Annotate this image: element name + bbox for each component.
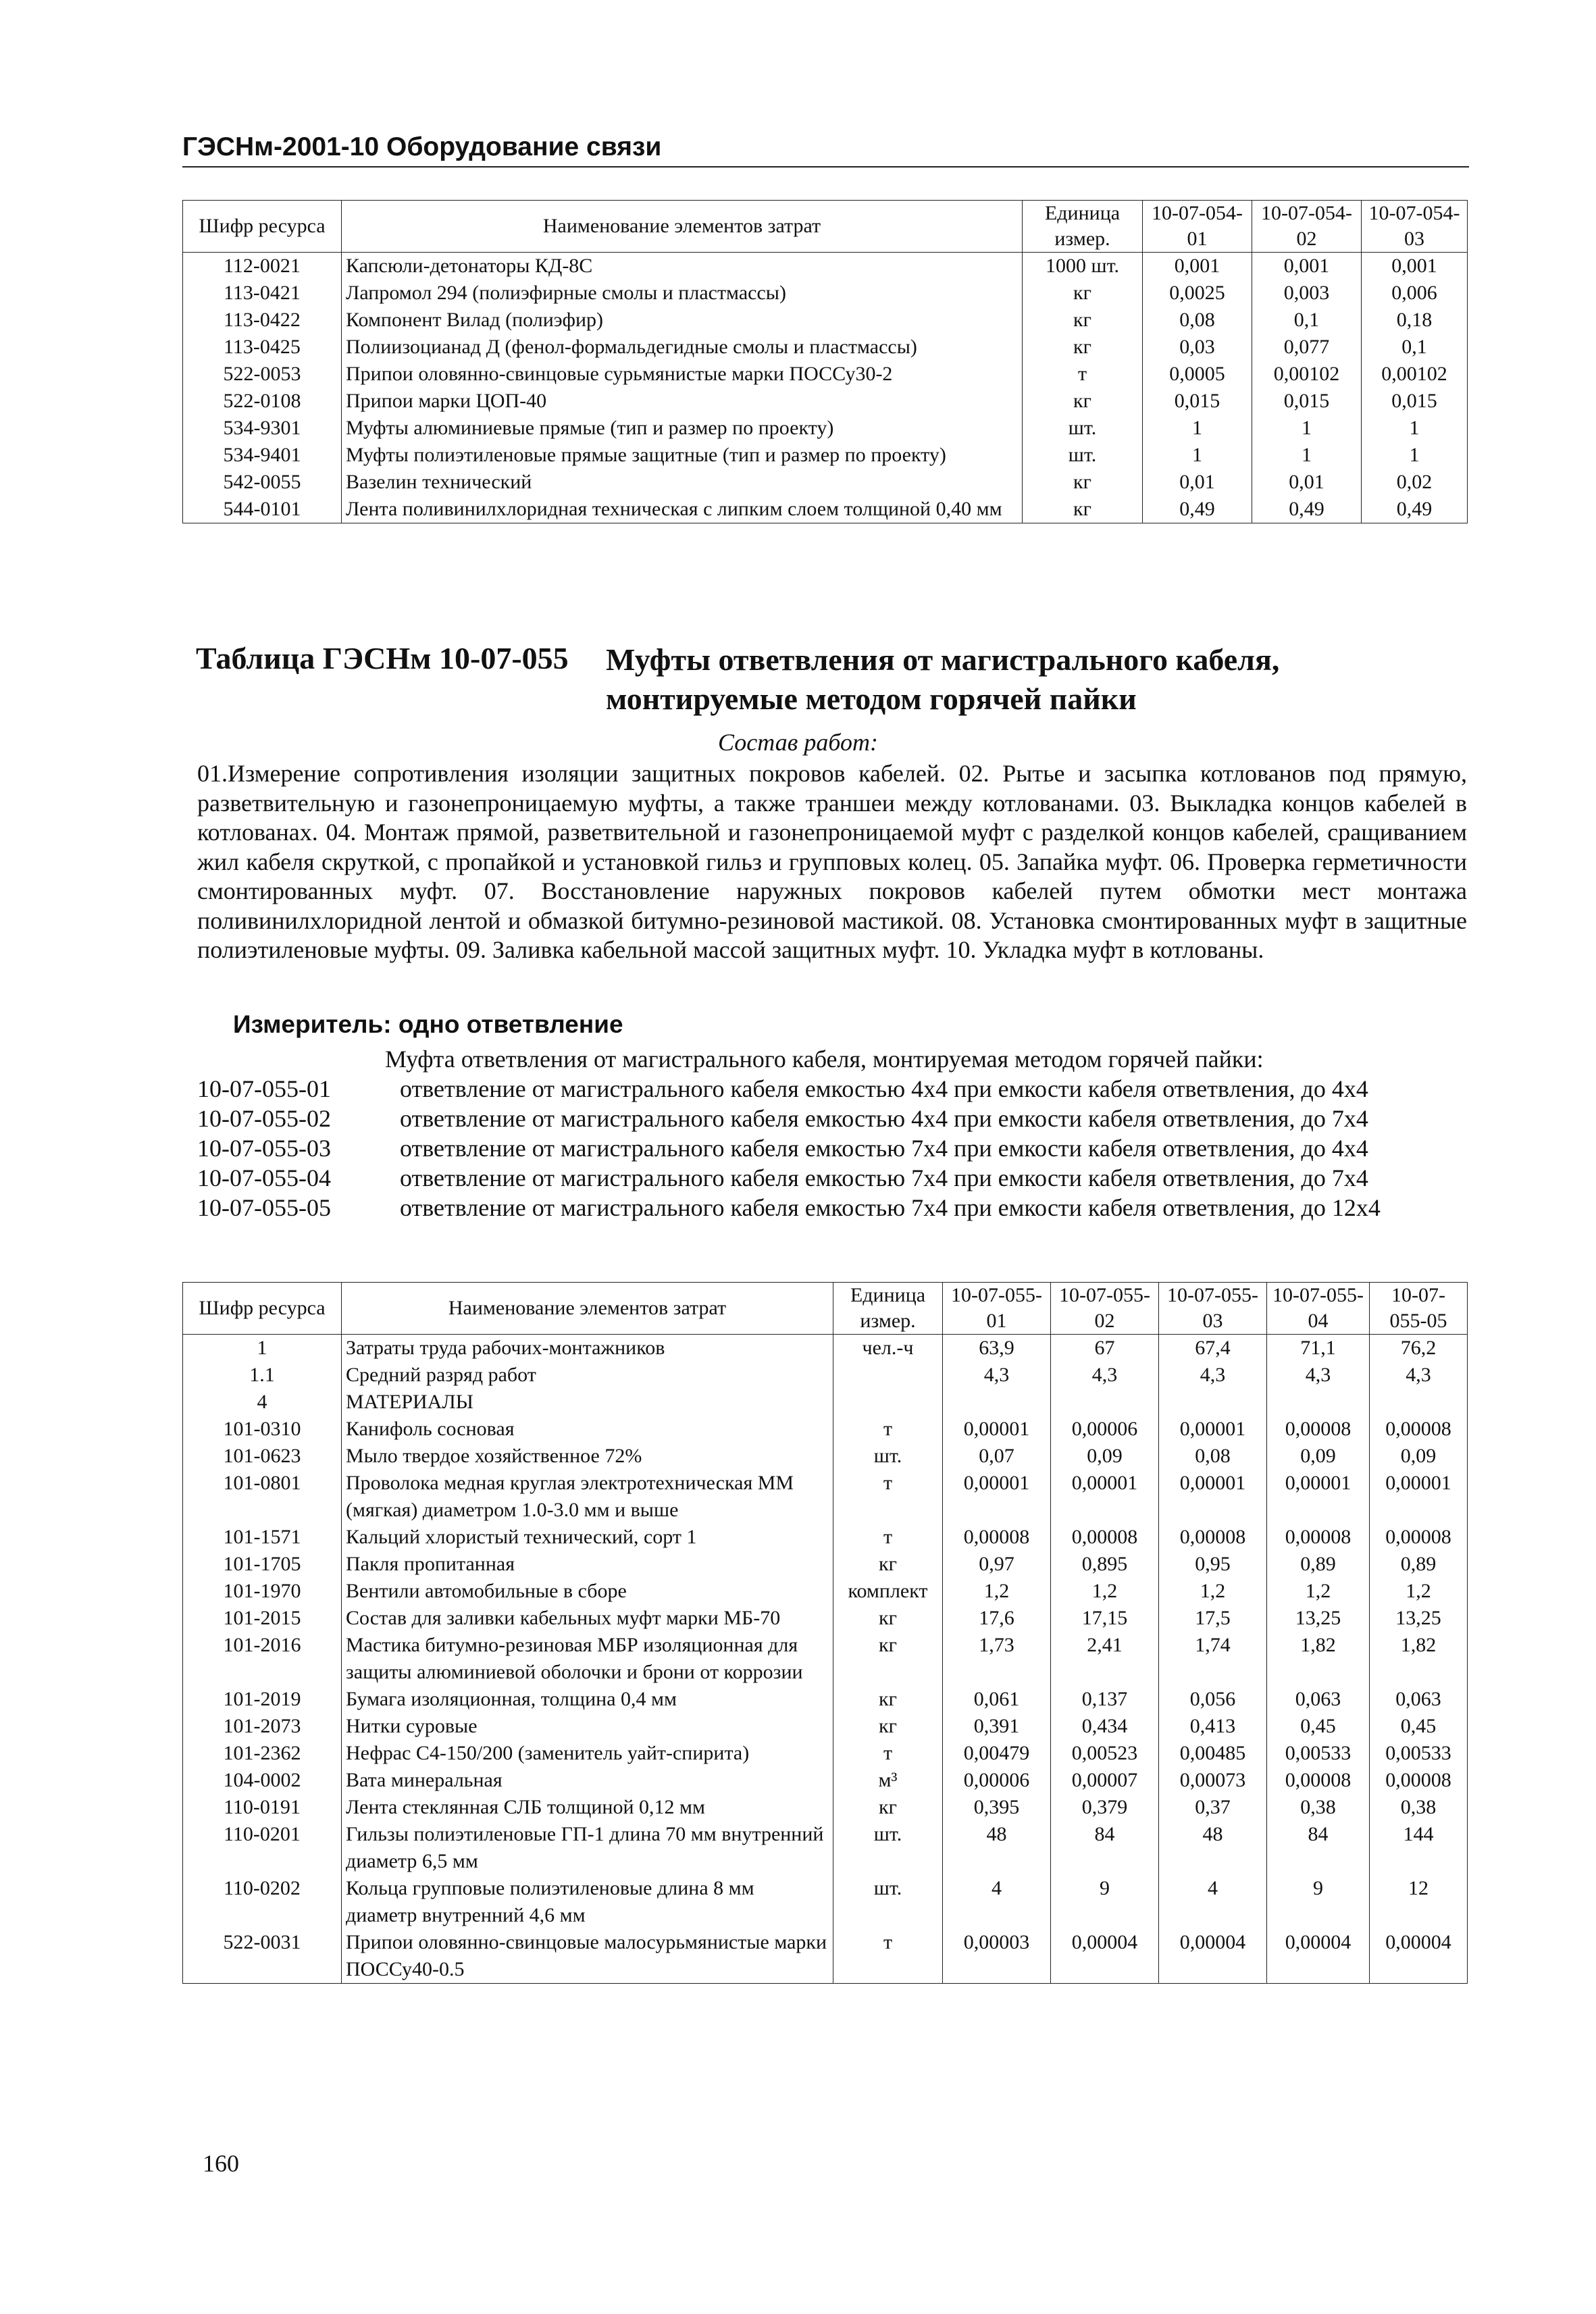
resource-unit: кг [1023,496,1143,523]
resource-code: 113-0421 [183,280,342,307]
col-header-norm-5: 10-07-055-05 [1370,1283,1468,1335]
resource-unit: т [833,1416,943,1443]
norm-value: 0,137 [1051,1686,1159,1713]
variants-list [197,1044,1467,1223]
norm-value: 0,00001 [943,1470,1051,1524]
norm-value: 0,18 [1362,307,1468,334]
norm-value: 4 [1159,1875,1267,1929]
norm-value: 0,0025 [1143,280,1252,307]
norm-value: 0,08 [1159,1443,1267,1470]
table-title-name [606,640,1279,719]
resource-unit: кг [1023,307,1143,334]
resource-unit: шт. [1023,442,1143,469]
norm-value: 0,00004 [1051,1929,1159,1984]
table-row [183,1686,1468,1713]
table-title-number: Таблица ГЭСНм 10-07-055 [196,641,569,675]
resource-unit: т [833,1524,943,1551]
norm-value: 0,0005 [1143,361,1252,388]
norm-value: 9 [1051,1875,1159,1929]
norm-value: 12 [1370,1875,1468,1929]
norm-value: 0,391 [943,1713,1051,1740]
resource-unit: кг [1023,334,1143,361]
table-row [183,469,1468,496]
resource-name: Кольца групповые полиэтиленовые длина 8 мм диаметр внутренний 4,6 мм [342,1875,833,1929]
norm-value: 0,49 [1143,496,1252,523]
variant-item [197,1104,1467,1133]
norm-value: 0,89 [1370,1551,1468,1578]
resource-unit: шт. [833,1821,943,1875]
norm-value: 0,97 [943,1551,1051,1578]
resource-code: 4 [183,1389,342,1416]
norm-value: 144 [1370,1821,1468,1875]
norm-value: 0,00008 [1051,1524,1159,1551]
col-header-name: Наименование элементов затрат [342,201,1023,253]
norm-value: 2,41 [1051,1632,1159,1686]
norm-value: 17,5 [1159,1605,1267,1632]
norm-value: 0,1 [1362,334,1468,361]
norm-value: 0,00004 [1370,1929,1468,1984]
resource-code: 544-0101 [183,496,342,523]
col-header-norm-2: 10-07-054-02 [1252,201,1362,253]
norm-value: 0,006 [1362,280,1468,307]
resource-name: Припои марки ЦОП-40 [342,388,1023,415]
variants-intro: Муфта ответвления от магистрального кабеля, монтируемая методом горячей пайки: [385,1046,1264,1073]
norm-value: 0,015 [1252,388,1362,415]
resource-unit: кг [833,1794,943,1821]
norm-value: 0,061 [943,1686,1051,1713]
norm-value: 48 [943,1821,1051,1875]
resource-code: 113-0422 [183,307,342,334]
norm-value: 13,25 [1370,1605,1468,1632]
norm-value: 1 [1143,442,1252,469]
variant-code: 10-07-055-03 [197,1135,331,1162]
table-row [183,1875,1468,1929]
norm-value: 0,003 [1252,280,1362,307]
norm-value: 17,15 [1051,1605,1159,1632]
table-row [183,415,1468,442]
table-row [183,1443,1468,1470]
resource-code: 101-2073 [183,1713,342,1740]
resource-unit: кг [833,1551,943,1578]
resource-code: 101-2016 [183,1632,342,1686]
norm-value: 48 [1159,1821,1267,1875]
resource-code: 110-0202 [183,1875,342,1929]
resource-name: Припои оловянно-свинцовые малосурьмянистые марки ПОССу40-0.5 [342,1929,833,1984]
norm-value: 0,00008 [1159,1524,1267,1551]
norm-value: 76,2 [1370,1335,1468,1362]
variant-item [197,1193,1467,1223]
norm-value: 1,82 [1267,1632,1370,1686]
norm-value: 0,00102 [1252,361,1362,388]
resource-code: 522-0108 [183,388,342,415]
resource-name: Пакля пропитанная [342,1551,833,1578]
resource-name: Вата минеральная [342,1767,833,1794]
norm-value: 0,00004 [1267,1929,1370,1984]
norm-value: 4 [943,1875,1051,1929]
table-row [183,1740,1468,1767]
resource-unit: шт. [833,1875,943,1929]
resource-code: 104-0002 [183,1767,342,1794]
norm-value: 4,3 [1370,1362,1468,1389]
resource-code: 101-1571 [183,1524,342,1551]
resource-unit: комплект [833,1578,943,1605]
resource-code: 1 [183,1335,342,1362]
resource-code: 534-9301 [183,415,342,442]
table-row [183,253,1468,280]
norm-value: 0,00008 [1267,1767,1370,1794]
resource-name: Лента поливинилхлоридная техническая с липким слоем толщиной 0,40 мм [342,496,1023,523]
resource-unit: чел.-ч [833,1335,943,1362]
resource-name: Вентили автомобильные в сборе [342,1578,833,1605]
norm-value: 0,056 [1159,1686,1267,1713]
resource-name: Припои оловянно-свинцовые сурьмянистые марки ПОССу30-2 [342,361,1023,388]
norm-value: 0,00001 [1159,1416,1267,1443]
norm-value: 0,077 [1252,334,1362,361]
resource-name: Средний разряд работ [342,1362,833,1389]
norm-value: 1 [1362,415,1468,442]
measurement-unit: Измеритель: одно ответвление [233,1010,623,1038]
norm-value: 1 [1143,415,1252,442]
col-header-code: Шифр ресурса [183,1283,342,1335]
norm-value: 1,2 [1267,1578,1370,1605]
resource-code: 101-2015 [183,1605,342,1632]
table-row [183,1551,1468,1578]
variant-text: ответвление от магистрального кабеля емкостью 7х4 при емкости кабеля ответвления, до 4х4 [400,1135,1368,1162]
norm-value: 0,08 [1143,307,1252,334]
col-header-name: Наименование элементов затрат [342,1283,833,1335]
norm-value: 1,2 [943,1578,1051,1605]
norm-value: 0,00073 [1159,1767,1267,1794]
resource-unit: кг [1023,388,1143,415]
table-row [183,1362,1468,1389]
resource-unit: шт. [833,1443,943,1470]
norm-value: 0,38 [1370,1794,1468,1821]
variant-text: ответвление от магистрального кабеля емкостью 7х4 при емкости кабеля ответвления, до 12х4 [400,1194,1381,1221]
resource-name: Полиизоцианад Д (фенол-формальдегидные смолы и пластмассы) [342,334,1023,361]
norm-value: 0,00008 [1267,1416,1370,1443]
table-row [183,1389,1468,1416]
norm-value: 0,45 [1267,1713,1370,1740]
resource-code: 542-0055 [183,469,342,496]
norm-value: 17,6 [943,1605,1051,1632]
norm-value [1370,1389,1468,1416]
resource-unit [833,1389,943,1416]
norm-value: 0,00008 [1370,1524,1468,1551]
table-row [183,1794,1468,1821]
norm-value: 0,00479 [943,1740,1051,1767]
resource-name: МАТЕРИАЛЫ [342,1389,833,1416]
norm-value: 0,063 [1370,1686,1468,1713]
norm-value: 0,001 [1252,253,1362,280]
norm-value: 63,9 [943,1335,1051,1362]
resources-table-055 [182,1282,1468,1984]
norm-value: 0,00006 [943,1767,1051,1794]
norm-value: 0,00001 [943,1416,1051,1443]
resource-code: 1.1 [183,1362,342,1389]
norm-value: 0,001 [1143,253,1252,280]
table-row [183,1524,1468,1551]
norm-value: 0,895 [1051,1551,1159,1578]
norm-value: 0,02 [1362,469,1468,496]
norm-value: 0,00001 [1267,1470,1370,1524]
norm-value: 0,434 [1051,1713,1159,1740]
variant-code: 10-07-055-02 [197,1105,331,1132]
norm-value: 1,73 [943,1632,1051,1686]
resource-name: Муфты полиэтиленовые прямые защитные (тип и размер по проекту) [342,442,1023,469]
norm-value [1051,1389,1159,1416]
resource-name: Мастика битумно-резиновая МБР изоляционная для защиты алюминиевой оболочки и брони от коррозии [342,1632,833,1686]
variant-text: ответвление от магистрального кабеля емкостью 4х4 при емкости кабеля ответвления, до 4х4 [400,1075,1368,1102]
resource-name: Вазелин технический [342,469,1023,496]
norm-value: 9 [1267,1875,1370,1929]
resource-unit: кг [1023,280,1143,307]
resource-unit: кг [833,1605,943,1632]
resource-code: 101-0623 [183,1443,342,1470]
variant-code: 10-07-055-04 [197,1164,331,1191]
resource-unit: кг [1023,469,1143,496]
table-row [183,1578,1468,1605]
table-row [183,1416,1468,1443]
norm-value: 0,00003 [943,1929,1051,1984]
norm-value: 1 [1252,415,1362,442]
norm-value: 0,00008 [1267,1524,1370,1551]
table-row [183,1713,1468,1740]
norm-value [943,1389,1051,1416]
norm-value: 0,03 [1143,334,1252,361]
table-row [183,1470,1468,1524]
norm-value: 0,413 [1159,1713,1267,1740]
resource-unit: т [833,1470,943,1524]
norm-value: 67 [1051,1335,1159,1362]
norm-value: 0,00007 [1051,1767,1159,1794]
works-heading: Состав работ: [718,729,878,756]
col-header-code: Шифр ресурса [183,201,342,253]
norm-value: 4,3 [943,1362,1051,1389]
table-row [183,280,1468,307]
resource-code: 534-9401 [183,442,342,469]
table-row [183,442,1468,469]
variant-code: 10-07-055-05 [197,1194,331,1221]
variant-text: ответвление от магистрального кабеля емкостью 7х4 при емкости кабеля ответвления, до 7х4 [400,1164,1368,1191]
resource-unit: т [833,1740,943,1767]
resource-name: Лапромол 294 (полиэфирные смолы и пластмассы) [342,280,1023,307]
resource-code: 522-0031 [183,1929,342,1984]
resource-code: 101-1970 [183,1578,342,1605]
resource-name: Гильзы полиэтиленовые ГП-1 длина 70 мм внутренний диаметр 6,5 мм [342,1821,833,1875]
table-row [183,1929,1468,1984]
norm-value: 0,09 [1267,1443,1370,1470]
resource-name: Муфты алюминиевые прямые (тип и размер по проекту) [342,415,1023,442]
resource-code: 101-1705 [183,1551,342,1578]
table-row [183,1821,1468,1875]
resource-code: 101-0310 [183,1416,342,1443]
col-header-unit: Единица измер. [833,1283,943,1335]
norm-value [1267,1389,1370,1416]
norm-value: 4,3 [1267,1362,1370,1389]
resource-name: Проволока медная круглая электротехническая ММ (мягкая) диаметром 1.0-3.0 мм и выше [342,1470,833,1524]
norm-value: 0,379 [1051,1794,1159,1821]
col-header-norm-2: 10-07-055-02 [1051,1283,1159,1335]
table-row [183,307,1468,334]
variant-code: 10-07-055-01 [197,1075,331,1102]
table-row [183,388,1468,415]
resource-code: 110-0201 [183,1821,342,1875]
resource-code: 101-0801 [183,1470,342,1524]
norm-value: 67,4 [1159,1335,1267,1362]
col-header-norm-3: 10-07-055-03 [1159,1283,1267,1335]
norm-value: 0,07 [943,1443,1051,1470]
table-row [183,496,1468,523]
resource-name: Канифоль сосновая [342,1416,833,1443]
resource-unit: шт. [1023,415,1143,442]
norm-value: 0,45 [1370,1713,1468,1740]
norm-value: 0,00001 [1159,1470,1267,1524]
norm-value: 1,2 [1159,1578,1267,1605]
norm-value: 84 [1267,1821,1370,1875]
variant-item [197,1163,1467,1193]
col-header-norm-4: 10-07-055-04 [1267,1283,1370,1335]
norm-value: 0,00102 [1362,361,1468,388]
resource-name: Нефрас С4-150/200 (заменитель уайт-спирита) [342,1740,833,1767]
resource-name: Компонент Вилад (полиэфир) [342,307,1023,334]
norm-value: 0,01 [1143,469,1252,496]
variant-item [197,1133,1467,1163]
table-row [183,1767,1468,1794]
col-header-norm-3: 10-07-054-03 [1362,201,1468,253]
norm-value: 0,89 [1267,1551,1370,1578]
resource-name: Лента стеклянная СЛБ толщиной 0,12 мм [342,1794,833,1821]
norm-value: 1,2 [1370,1578,1468,1605]
resource-name: Мыло твердое хозяйственное 72% [342,1443,833,1470]
norm-value: 0,49 [1362,496,1468,523]
resource-name: Капсюли-детонаторы КД-8С [342,253,1023,280]
resource-name: Состав для заливки кабельных муфт марки МБ-70 [342,1605,833,1632]
norm-value: 1,2 [1051,1578,1159,1605]
resource-code: 101-2019 [183,1686,342,1713]
resource-unit: кг [833,1686,943,1713]
table-row [183,1335,1468,1362]
norm-value: 0,00008 [1370,1767,1468,1794]
resource-unit [833,1362,943,1389]
resource-unit: т [1023,361,1143,388]
norm-value: 0,49 [1252,496,1362,523]
norm-value: 0,00008 [943,1524,1051,1551]
norm-value: 0,95 [1159,1551,1267,1578]
table-row [183,361,1468,388]
resource-name: Нитки суровые [342,1713,833,1740]
norm-value: 0,00001 [1051,1470,1159,1524]
table-row [183,1632,1468,1686]
resource-code: 110-0191 [183,1794,342,1821]
norm-value: 0,00523 [1051,1740,1159,1767]
norm-value: 0,00001 [1370,1470,1468,1524]
norm-value: 0,015 [1362,388,1468,415]
table-row [183,1605,1468,1632]
resource-code: 101-2362 [183,1740,342,1767]
resource-unit: м³ [833,1767,943,1794]
norm-value: 0,00533 [1370,1740,1468,1767]
norm-value: 1,74 [1159,1632,1267,1686]
resource-unit: 1000 шт. [1023,253,1143,280]
norm-value: 0,00004 [1159,1929,1267,1984]
norm-value: 0,395 [943,1794,1051,1821]
resource-unit: кг [833,1632,943,1686]
norm-value: 0,015 [1143,388,1252,415]
norm-value: 0,09 [1370,1443,1468,1470]
col-header-unit: Единица измер. [1023,201,1143,253]
norm-value: 0,00533 [1267,1740,1370,1767]
norm-value: 4,3 [1159,1362,1267,1389]
resources-table-054 [182,200,1468,523]
norm-value: 1 [1362,442,1468,469]
norm-value: 0,1 [1252,307,1362,334]
resource-name: Затраты труда рабочих-монтажников [342,1335,833,1362]
resource-unit: т [833,1929,943,1984]
col-header-norm-1: 10-07-055-01 [943,1283,1051,1335]
norm-value: 4,3 [1051,1362,1159,1389]
norm-value: 0,38 [1267,1794,1370,1821]
norm-value: 0,001 [1362,253,1468,280]
norm-value: 84 [1051,1821,1159,1875]
variant-text: ответвление от магистрального кабеля емкостью 4х4 при емкости кабеля ответвления, до 7х4 [400,1105,1368,1132]
resource-code: 522-0053 [183,361,342,388]
norm-value: 0,063 [1267,1686,1370,1713]
resource-name: Кальций хлористый технический, сорт 1 [342,1524,833,1551]
norm-value: 0,00008 [1370,1416,1468,1443]
norm-value: 0,09 [1051,1443,1159,1470]
norm-value: 0,00485 [1159,1740,1267,1767]
norm-value: 0,37 [1159,1794,1267,1821]
norm-value [1159,1389,1267,1416]
table-row [183,334,1468,361]
col-header-norm-1: 10-07-054-01 [1143,201,1252,253]
norm-value: 13,25 [1267,1605,1370,1632]
works-description: 01.Измерение сопротивления изоляции защитных покровов кабелей. 02. Рытье и засыпка котлованов под прямую, разветвительную и газонепроницаемую муфты, а также траншеи между котлованами. 03. Выкладка концов кабелей в котлованах. 04. Монтаж прямой, разветвительной и газонепроницаемой муфт с разделкой концов кабелей, сращиванием жил кабеля скруткой, с пропайкой и установкой гильз и групповых колец. 05. Запайка муфт. 06. Проверка герметичности смонтированных муфт. 07. Восстановление наружных покровов кабелей путем обмотки мест монтажа поливинилхлоридной лентой и обмазкой битумно-резиновой мастикой. 08. Установка смонтированных муфт в защитные полиэтиленовые муфты. 09. Заливка кабельной массой защитных муфт. 10. Укладка муфт в котлованы. [197,760,1467,963]
resource-code: 113-0425 [183,334,342,361]
norm-value: 0,01 [1252,469,1362,496]
table-title-line-1: Муфты ответвления от магистрального кабеля, [606,642,1280,677]
norm-value: 0,00006 [1051,1416,1159,1443]
norm-value: 1 [1252,442,1362,469]
page-header: ГЭСНм-2001-10 Оборудование связи [182,132,1469,168]
norm-value: 1,82 [1370,1632,1468,1686]
variant-item [197,1074,1467,1104]
norm-value: 71,1 [1267,1335,1370,1362]
resource-name: Бумага изоляционная, толщина 0,4 мм [342,1686,833,1713]
page-number: 160 [203,2150,239,2177]
resource-unit: кг [833,1713,943,1740]
resource-code: 112-0021 [183,253,342,280]
table-title-line-2: монтируемые методом горячей пайки [606,682,1137,716]
